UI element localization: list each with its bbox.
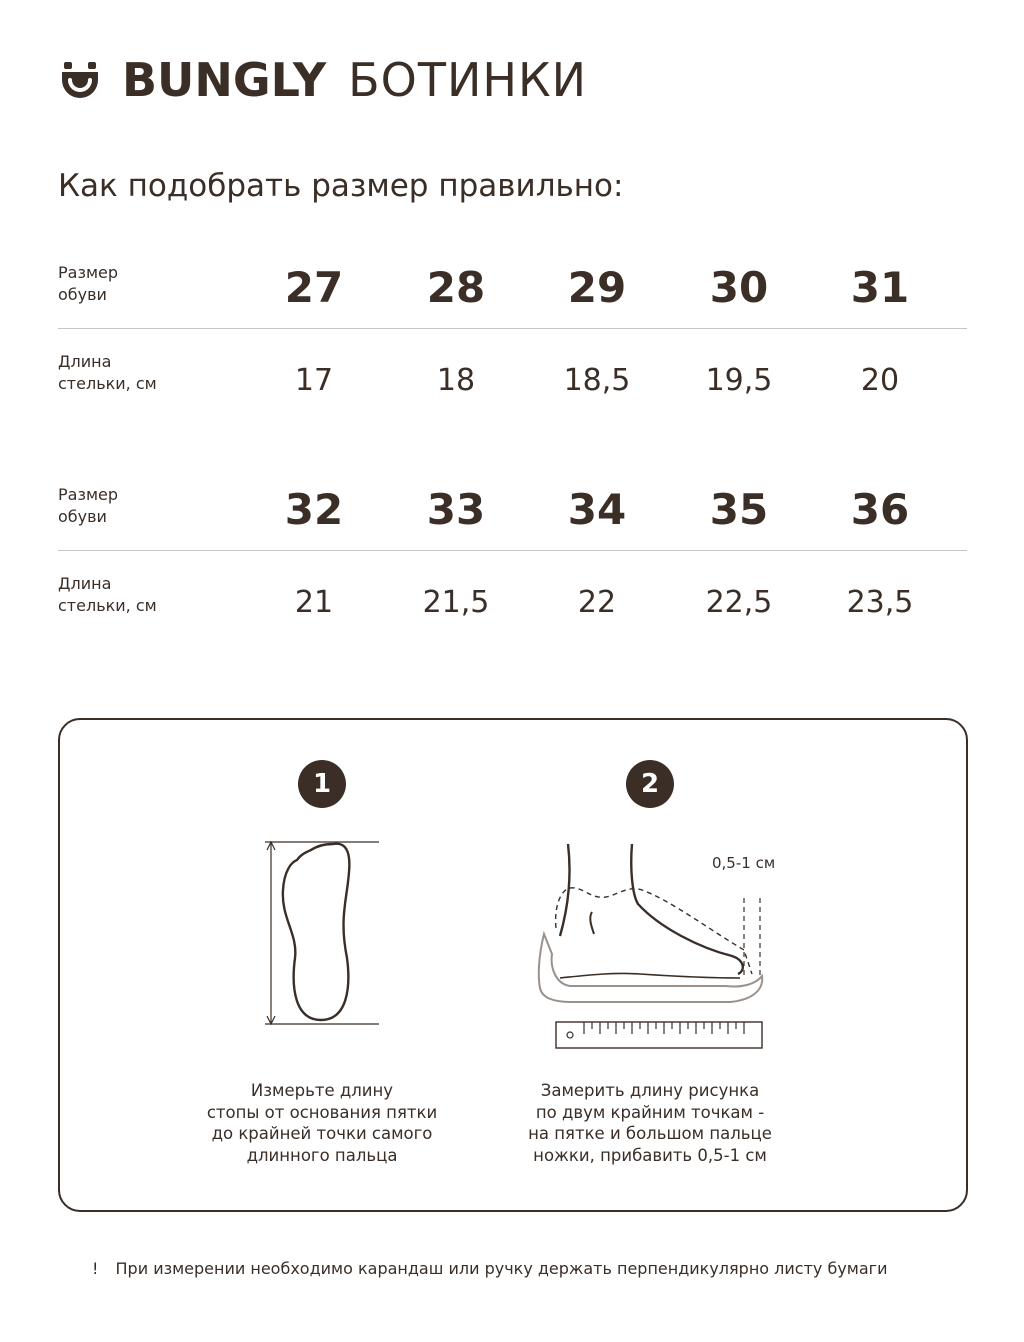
footnote [92, 1259, 887, 1278]
caption-line: Замерить длину рисунка [540, 1081, 760, 1100]
size-value: 28 [426, 263, 486, 312]
length-value: 20 [860, 363, 900, 398]
label-line: Размер [58, 263, 119, 282]
table-divider [58, 550, 967, 551]
size-value: 31 [850, 263, 910, 312]
instructions-card [58, 718, 968, 1212]
footnote-text: При измерении необходимо карандаш или ручку держать перпендикулярно листу бумаги [115, 1259, 888, 1278]
size-value: 27 [284, 263, 344, 312]
length-row-label [58, 351, 208, 395]
size-value: 32 [284, 485, 344, 534]
length-row [58, 573, 967, 635]
length-value: 23,5 [846, 585, 914, 620]
label-line: Размер [58, 485, 119, 504]
label-line: стельки, см [58, 596, 157, 615]
page-subtitle: Как подобрать размер правильно: [58, 168, 624, 204]
size-row [58, 480, 967, 542]
length-value: 22,5 [705, 585, 773, 620]
step-2-caption [500, 1080, 800, 1166]
caption-line: длинного пальца [246, 1145, 398, 1165]
brand-name: BUNGLY [122, 53, 327, 107]
label-line: Длина [58, 352, 112, 371]
size-value: 36 [850, 485, 910, 534]
size-value: 30 [709, 263, 769, 312]
caption-line: на пятке и большом пальце [528, 1124, 772, 1143]
bungly-logo-icon [58, 58, 102, 102]
size-value: 34 [567, 485, 627, 534]
size-row [58, 258, 967, 320]
length-row [58, 351, 967, 413]
caption-line: до крайней точки самого [211, 1124, 433, 1143]
header [58, 50, 587, 110]
length-value: 18 [436, 363, 476, 398]
length-value: 22 [577, 585, 617, 620]
step-2-badge: 2 [626, 760, 674, 808]
length-value: 21 [294, 585, 334, 620]
caption-line: Измерьте длину [250, 1081, 394, 1100]
size-value: 35 [709, 485, 769, 534]
size-value: 29 [567, 263, 627, 312]
foot-outline-icon [255, 838, 395, 1028]
footnote-mark: ! [92, 1259, 99, 1278]
label-line: стельки, см [58, 374, 157, 393]
size-row-label [58, 484, 208, 528]
table-divider [58, 328, 967, 329]
length-value: 19,5 [705, 363, 773, 398]
caption-line: по двум крайним точкам - [535, 1102, 765, 1122]
length-value: 18,5 [563, 363, 631, 398]
size-row-label [58, 262, 208, 306]
product-category: БОТИНКИ [348, 53, 588, 107]
caption-line: ножки, прибавить 0,5-1 см [533, 1145, 767, 1165]
step-1-caption [172, 1080, 472, 1166]
size-table-1 [58, 258, 967, 413]
label-line: Длина [58, 574, 112, 593]
label-line: обуви [58, 507, 107, 526]
length-row-label [58, 573, 208, 617]
size-table-2 [58, 480, 967, 635]
length-value: 17 [294, 363, 334, 398]
length-value: 21,5 [422, 585, 490, 620]
label-line: обуви [58, 285, 107, 304]
size-value: 33 [426, 485, 486, 534]
caption-line: стопы от основания пятки [206, 1102, 438, 1122]
allowance-annotation: 0,5-1 см [712, 854, 776, 872]
step-1-badge: 1 [298, 760, 346, 808]
